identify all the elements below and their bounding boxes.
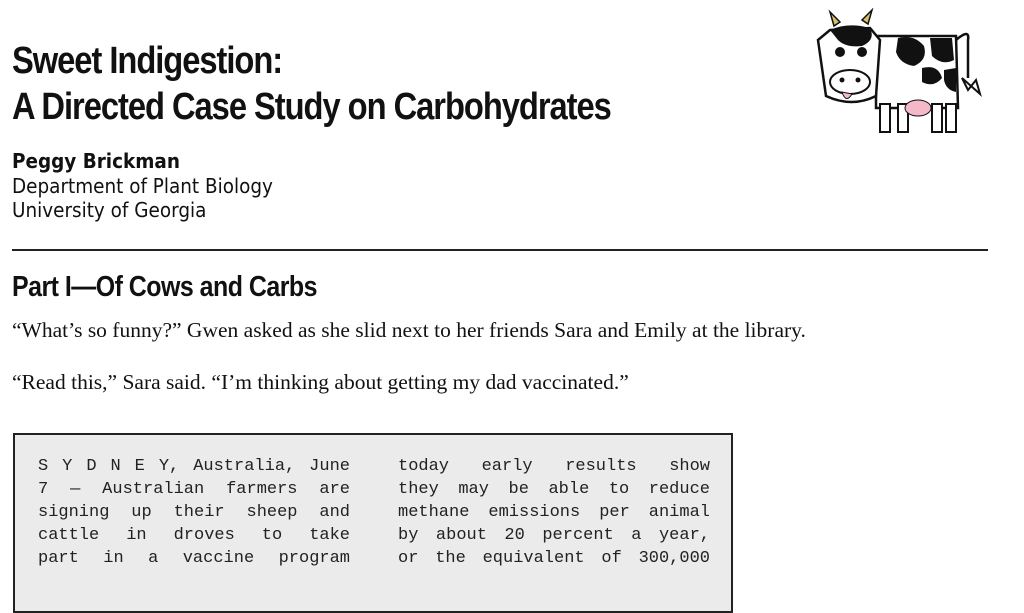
news-line: they may be able to reduce [398, 480, 710, 499]
news-line: S Y D N E Y, Australia, June [38, 457, 350, 476]
author-department: Department of Plant Biology [12, 173, 273, 198]
author-university: University of Georgia [12, 198, 207, 222]
news-line: by about 20 percent a year, [398, 526, 710, 545]
news-line: methane emissions per animal [398, 503, 710, 522]
horizontal-rule [12, 249, 988, 251]
paragraph-2: “Read this,” Sara said. “I’m thinking about getting my dad vaccinated.” [12, 370, 629, 394]
news-column-left [38, 455, 350, 570]
case-study-title [12, 38, 611, 130]
title-line-2: A Directed Case Study on Carbohydrates [12, 86, 611, 128]
news-column-right [398, 455, 710, 570]
cow-icon [806, 8, 990, 142]
title-line-1: Sweet Indigestion: [12, 40, 283, 82]
news-excerpt-box [13, 433, 733, 613]
news-line: cattle in droves to take [38, 526, 350, 545]
news-line: part in a vaccine program [38, 549, 350, 568]
author-name: Peggy Brickman [12, 149, 180, 173]
news-line: signing up their sheep and [38, 503, 350, 522]
news-line: 7 — Australian farmers are [38, 480, 350, 499]
news-line: or the equivalent of 300,000 [398, 549, 710, 568]
news-line: today early results show [398, 457, 710, 476]
paragraph-1: “What’s so funny?” Gwen asked as she slid next to her friends Sara and Emily at the library. [12, 318, 806, 342]
section-heading: Part I—Of Cows and Carbs [12, 271, 317, 303]
author-block [12, 149, 273, 223]
